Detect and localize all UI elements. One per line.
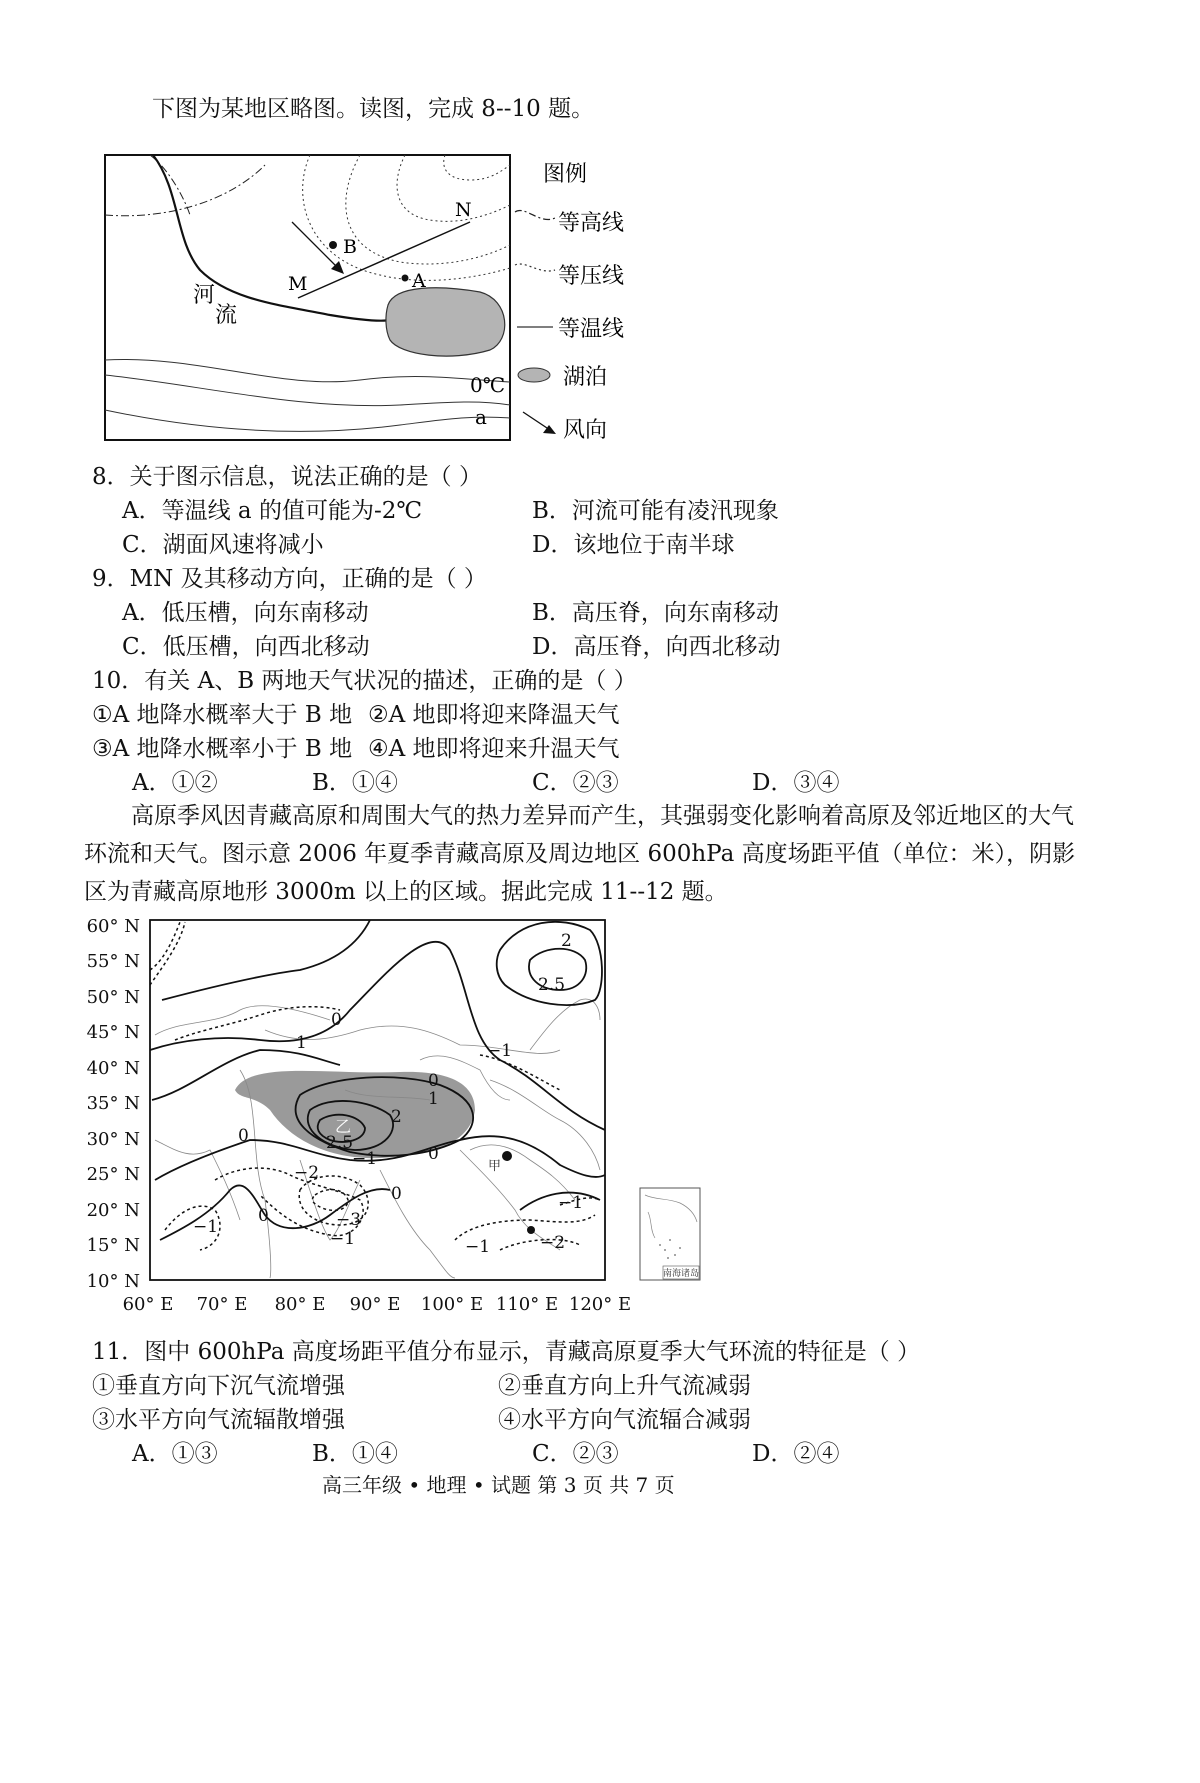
q9-option-a: A．低压槽，向东南移动: [122, 600, 369, 626]
legend-lake-symbol: [518, 368, 550, 382]
label-m: M: [288, 273, 308, 295]
isobar-line: [346, 155, 510, 264]
lat-label: 35° N: [86, 1093, 140, 1114]
lat-label: 25° N: [86, 1164, 140, 1185]
contour-label: 2.5: [538, 975, 566, 995]
point-b: [329, 241, 337, 249]
q9-stem: 9．MN 及其移动方向，正确的是（ ）: [92, 566, 487, 592]
lon-label: 90° E: [349, 1294, 401, 1315]
contour-label: −1: [352, 1149, 378, 1169]
point-yi-label: 乙: [335, 1117, 352, 1136]
contour-label: −1: [558, 1193, 584, 1213]
contour-label: 2: [561, 931, 572, 951]
q11-option-c: C．②③: [532, 1441, 619, 1467]
contour-label: 0: [428, 1071, 439, 1091]
legend-contour-symbol: [515, 210, 555, 219]
q10-statement-3: ③A 地降水概率小于 B 地: [92, 736, 353, 762]
lon-label: 70° E: [196, 1294, 248, 1315]
q9-option-c: C．低压槽，向西北移动: [122, 634, 370, 660]
q10-option-b: B．①④: [312, 770, 398, 796]
mn-line: [298, 222, 470, 298]
lon-label: 100° E: [420, 1294, 484, 1315]
height-anomaly-map: [0, 905, 1200, 1325]
legend-isobar: 等压线: [558, 264, 625, 289]
q11-statement-3: ③水平方向气流辐散增强: [92, 1407, 345, 1433]
contour-label: 1: [296, 1033, 307, 1053]
q11-statement-4: ④水平方向气流辐合减弱: [498, 1407, 751, 1433]
river-label-1: 河: [193, 283, 216, 308]
point-jia-label: 甲: [488, 1159, 502, 1174]
lat-label: 55° N: [86, 951, 140, 972]
lon-label: 80° E: [274, 1294, 326, 1315]
lat-label: 50° N: [86, 987, 140, 1008]
contour-label: 1: [428, 1089, 439, 1109]
lat-label: 10° N: [86, 1271, 140, 1292]
isobar-line: [397, 155, 510, 221]
contour-label: 0: [428, 1144, 439, 1164]
q8-option-c: C．湖面风速将减小: [122, 532, 324, 558]
isotherm-line-0c: [105, 375, 510, 406]
q8-stem: 8．关于图示信息，说法正确的是（ ）: [92, 464, 482, 490]
lat-label: 20° N: [86, 1200, 140, 1221]
q8-option-a: A．等温线 a 的值可能为-2℃: [122, 498, 423, 524]
q10-option-a: A．①②: [132, 770, 218, 796]
legend-lake: 湖泊: [563, 365, 608, 390]
legend-title: 图例: [543, 162, 588, 187]
intro-text-2: 高原季风因青藏高原和周围大气的热力差异而产生，其强弱变化影响着高原及邻近地区的大气环流和天气。图示意 2006 年夏季青藏高原及周边地区 600hPa 高度场距平值（单位：米），阴影区为青藏高原地形 3000m 以上的区域。据此完成 11--12 题。: [84, 803, 1076, 905]
contour-line: [105, 165, 265, 216]
legend-contour: 等高线: [558, 211, 625, 236]
label-b: B: [343, 236, 357, 258]
contour-label: −3: [336, 1210, 362, 1230]
contour-label: 2: [391, 1107, 402, 1127]
isotherm-line: [105, 360, 510, 382]
contour-label: 0: [238, 1126, 249, 1146]
lon-label: 110° E: [495, 1294, 559, 1315]
inset-label: 南海诸岛: [662, 1269, 700, 1279]
q10-statement-1: ①A 地降水概率大于 B 地: [92, 702, 353, 728]
isobar-line: [303, 155, 510, 280]
point-a: [402, 275, 409, 282]
intro-text-1: 下图为某地区略图。读图，完成 8--10 题。: [152, 96, 595, 122]
q11-option-d: D．②④: [752, 1441, 840, 1467]
lon-label: 60° E: [122, 1294, 174, 1315]
river-label-2: 流: [215, 303, 238, 328]
q10-option-d: D．③④: [752, 770, 840, 796]
q11-option-a: A．①③: [132, 1441, 218, 1467]
q11-stem: 11．图中 600hPa 高度场距平值分布显示，青藏高原夏季大气环流的特征是（ ）: [92, 1339, 921, 1365]
q8-option-d: D．该地位于南半球: [532, 532, 735, 558]
contour-label: 2.5: [326, 1133, 354, 1153]
q11-statement-2: ②垂直方向上升气流减弱: [498, 1373, 751, 1399]
label-a-isotherm: a: [475, 405, 487, 429]
q10-statement-2: ②A 地即将迎来降温天气: [368, 702, 620, 728]
contour-label: −2: [294, 1163, 320, 1183]
q9-option-b: B．高压脊，向东南移动: [532, 600, 779, 626]
label-a: A: [412, 270, 426, 292]
q10-statement-4: ④A 地即将迎来升温天气: [368, 736, 620, 762]
contour-label: 0: [391, 1184, 402, 1204]
contour-label: −1: [193, 1217, 219, 1237]
q10-option-c: C．②③: [532, 770, 619, 796]
q9-option-d: D．高压脊，向西北移动: [532, 634, 781, 660]
legend-wind-symbol: [523, 412, 550, 430]
legend-wind: 风向: [563, 418, 608, 443]
isotherm-line-a: [105, 410, 510, 431]
contour-label: −1: [465, 1237, 491, 1257]
q8-option-b: B．河流可能有凌汛现象: [532, 498, 779, 524]
contour-label: 0: [331, 1010, 342, 1030]
label-0c: 0℃: [470, 373, 506, 397]
legend-isobar-symbol: [515, 264, 555, 271]
q10-stem: 10．有关 A、B 两地天气状况的描述，正确的是（ ）: [92, 668, 637, 694]
point-jia: [502, 1151, 512, 1161]
page-footer: 高三年级 • 地理 • 试题 第 3 页 共 7 页: [322, 1473, 675, 1497]
isobar-line: [444, 155, 510, 180]
legend-isotherm: 等温线: [558, 317, 625, 342]
lat-label: 30° N: [86, 1129, 140, 1150]
contour-label: −1: [330, 1229, 356, 1249]
lat-label: 45° N: [86, 1022, 140, 1043]
lat-label: 40° N: [86, 1058, 140, 1079]
contour-label: 0: [258, 1206, 269, 1226]
lake-shape: [386, 288, 505, 356]
lat-label: 60° N: [86, 916, 140, 937]
q11-option-b: B．①④: [312, 1441, 398, 1467]
q11-statement-1: ①垂直方向下沉气流增强: [92, 1373, 345, 1399]
label-n: N: [455, 199, 472, 221]
point-dot-south: [527, 1226, 535, 1234]
contour-line: [150, 155, 190, 215]
lat-label: 15° N: [86, 1235, 140, 1256]
lon-label: 120° E: [568, 1294, 632, 1315]
contour-label: −1: [487, 1041, 513, 1061]
contour-label: −2: [540, 1233, 566, 1253]
